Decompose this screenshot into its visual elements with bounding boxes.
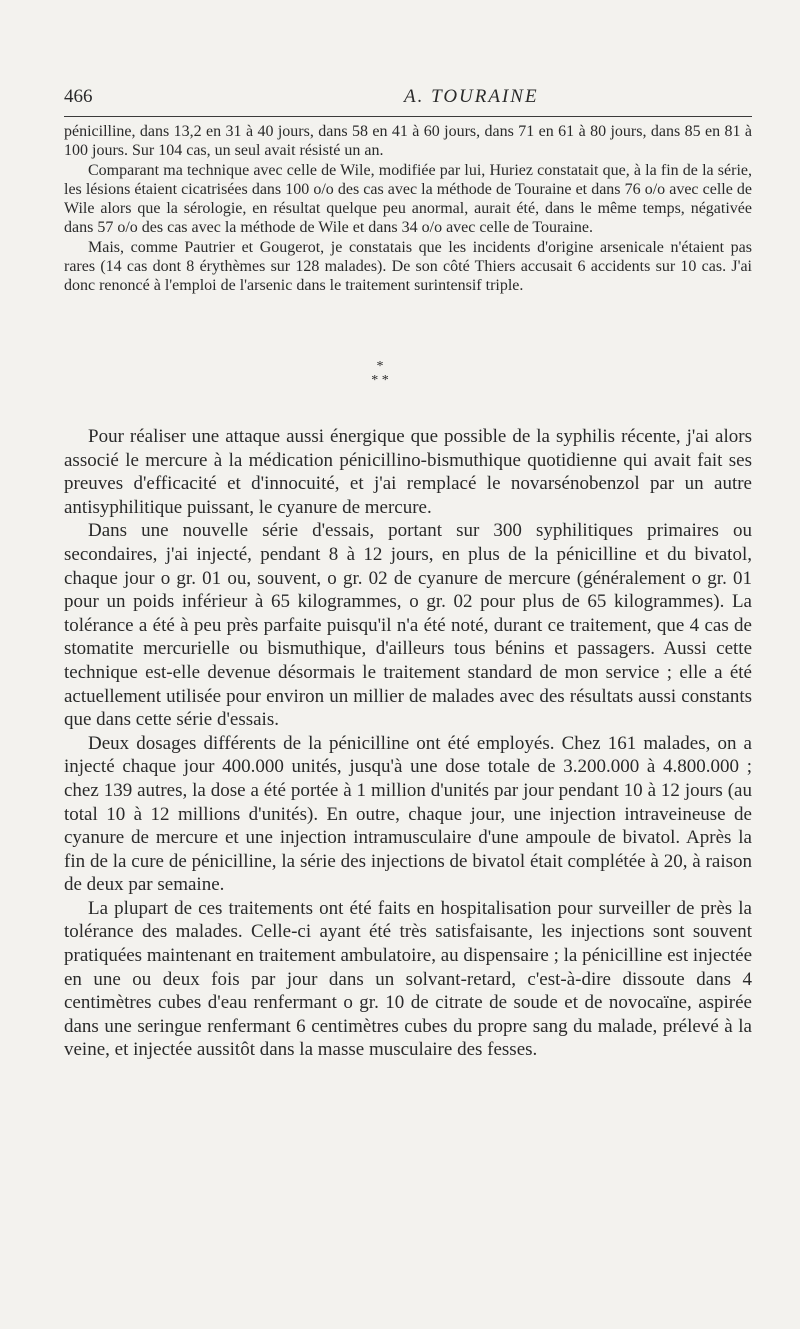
- small-paragraph: pénicilline, dans 13,2 en 31 à 40 jours, dans 58 en 41 à 60 jours, dans 71 en 61 à 80 jours, dans 85 en 81 à 100 jours. Sur 104 cas, un seul avait résisté un an.: [64, 123, 752, 160]
- page-number: 466: [64, 86, 93, 107]
- running-title: A. TOURAINE: [404, 86, 539, 107]
- body-paragraph: Deux dosages différents de la pénicilline ont été employés. Chez 161 malades, on a injecté chaque jour 400.000 unités, jusqu'à une dose totale de 3.200.000 à 4.800.000 ; chez 139 autres, la dose a été portée à 1 million d'unités par jour pendant 10 à 12 jours (au total 10 à 12 millions d'unités). En outre, chaque jour, une injection intraveineuse de cyanure de mercure et une injection intramusculaire d'une ampoule de bivatol. Après la fin de la cure de pénicilline, la série des injections de bivatol était complétée à 20, à raison de deux par semaine.: [64, 732, 752, 896]
- body-paragraph: La plupart de ces traitements ont été faits en hospitalisation pour surveiller de près la tolérance des malades. Celle-ci ayant été très satisfaisante, les injections sont souvent pratiquées maintenant en traitement ambulatoire, au dispensaire ; la pénicilline est injectée en une ou deux fois par jour dans un solvant-retard, c'est-à-dire dissoute dans 4 centimètres cubes d'eau renfermant o gr. 10 de citrate de soude et de novocaïne, aspirée dans une seringue renfermant 6 centimètres cubes du propre sang du malade, prélevé à la veine, et injectée aussitôt dans la masse musculaire des fesses.: [64, 897, 752, 1061]
- body-paragraph: Dans une nouvelle série d'essais, portant sur 300 syphilitiques primaires ou secondaires, j'ai injecté, pendant 8 à 12 jours, en plus de la pénicilline et du bivatol, chaque jour o gr. 01 ou, souvent, o gr. 02 de cyanure de mercure (généralement o gr. 01 pour un poids inférieur à 65 kilogrammes, o gr. 02 pour plus de 65 kilogrammes). La tolérance a été à peu près parfaite puisqu'il n'a été noté, durant ce traitement, que 4 cas de stomatite mercurielle ou bismuthique, d'ailleurs tous bénins et passagers. Aussi cette technique est-elle devenue désormais le traitement standard de mon service ; elle a été actuellement utilisée pour environ un millier de malades avec des résultats aussi constants que dans cette série d'essais.: [64, 520, 752, 731]
- body-paragraph: Pour réaliser une attaque aussi énergique que possible de la syphilis récente, j'ai alors associé le mercure à la médication pénicillino-bismuthique quotidienne qui avait fait ses preuves d'efficacité et d'innocuité, et j'ai remplacé le novarsénobenzol par un autre antisyphilitique puissant, le cyanure de mercure.: [64, 426, 752, 518]
- header-rule: [64, 116, 752, 117]
- section-separator: [330, 360, 430, 400]
- small-paragraph: Comparant ma technique avec celle de Wile, modifiée par lui, Huriez constatait que, à la fin de la série, les lésions étaient cicatrisées dans 100 o/o des cas avec la méthode de Touraine et dans 76 o/o avec celle de Wile alors que la sérologie, en résultat quelque peu anormal, aurait été, dans le même temps, négativée dans 57 o/o des cas avec la méthode de Wile et dans 34 o/o avec celle de Touraine.: [64, 161, 752, 237]
- main-text-section: [64, 425, 752, 1062]
- separator-top: *: [376, 359, 384, 374]
- small-paragraph: Mais, comme Pautrier et Gougerot, je constatais que les incidents d'origine arsenicale n'étaient pas rares (14 cas dont 8 érythèmes sur 128 malades). De son côté Thiers accusait 6 accidents sur 10 cas. J'ai donc renoncé à l'emploi de l'arsenic dans le traitement surintensif triple.: [64, 238, 752, 295]
- separator-bottom: * *: [371, 373, 389, 388]
- page-header: [64, 86, 752, 112]
- small-print-section: [64, 122, 752, 296]
